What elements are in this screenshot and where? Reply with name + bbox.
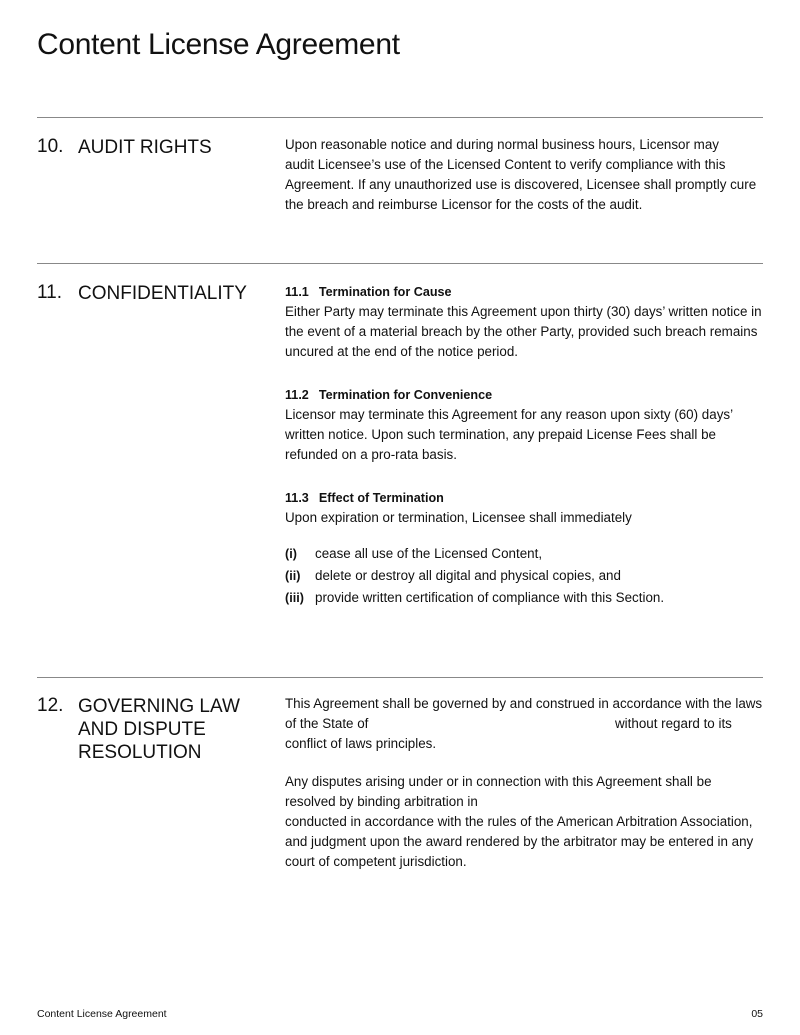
section-body xyxy=(285,135,765,215)
body-line: written notice. Upon such termination, any prepaid License Fees shall be xyxy=(285,427,716,442)
body-line: Licensor may terminate this Agreement for any reason upon sixty (60) days’ xyxy=(285,407,734,422)
section-body xyxy=(285,694,765,872)
list-item: (ii) delete or destroy all digital and physical copies, and xyxy=(285,568,621,583)
body-line: court of competent jurisdiction. xyxy=(285,854,467,869)
body-line: resolved by binding arbitration in xyxy=(285,794,478,809)
section-body xyxy=(285,282,765,610)
body-line: conflict of laws principles. xyxy=(285,736,437,751)
body-line: Upon reasonable notice and during normal business hours, Licensor may xyxy=(285,137,719,152)
body-line: Either Party may terminate this Agreement upon thirty (30) days’ written notice in xyxy=(285,304,762,319)
divider xyxy=(37,263,763,264)
footer-title: Content License Agreement xyxy=(37,1008,167,1020)
list-item: (i) cease all use of the Licensed Content, xyxy=(285,546,543,561)
divider xyxy=(37,677,763,678)
section-number: 11. xyxy=(37,282,63,303)
subsection-heading: 11.1 Termination for Cause xyxy=(285,285,452,299)
body-line: conducted in accordance with the rules of the American Arbitration Association, xyxy=(285,814,753,829)
section-heading: AUDIT RIGHTS xyxy=(78,137,212,158)
body-line: uncured at the end of the notice period. xyxy=(285,344,519,359)
body-line: Agreement. If any unauthorized use is discovered, Licensee shall promptly cure xyxy=(285,177,757,192)
body-line: the event of a material breach by the other Party, provided such breach remains xyxy=(285,324,758,339)
subsection-heading: 11.2 Termination for Convenience xyxy=(285,388,493,402)
subsection-heading: 11.3 Effect of Termination xyxy=(285,491,444,505)
body-line: the breach and reimburse Licensor for the costs of the audit. xyxy=(285,197,643,212)
body-line: This Agreement shall be governed by and construed in accordance with the laws xyxy=(285,696,763,711)
body-line: Upon expiration or termination, Licensee shall immediately xyxy=(285,510,632,525)
page-title: Content License Agreement xyxy=(37,28,400,61)
list-item: (iii) provide written certification of compliance with this Section. xyxy=(285,590,665,605)
divider xyxy=(37,117,763,118)
body-line: audit Licensee’s use of the Licensed Content to verify compliance with this xyxy=(285,157,726,172)
section-number: 12. xyxy=(37,695,64,716)
body-line: Any disputes arising under or in connection with this Agreement shall be xyxy=(285,774,712,789)
section-number: 10. xyxy=(37,136,64,157)
section-heading: CONFIDENTIALITY xyxy=(78,283,247,304)
page-number: 05 xyxy=(751,1008,763,1020)
body-line: refunded on a pro-rata basis. xyxy=(285,447,457,462)
section-heading: GOVERNING LAW AND DISPUTE RESOLUTION xyxy=(78,696,240,763)
body-line: of the State of without regard to its xyxy=(285,716,732,731)
body-line: and judgment upon the award rendered by the arbitrator may be entered in any xyxy=(285,834,754,849)
